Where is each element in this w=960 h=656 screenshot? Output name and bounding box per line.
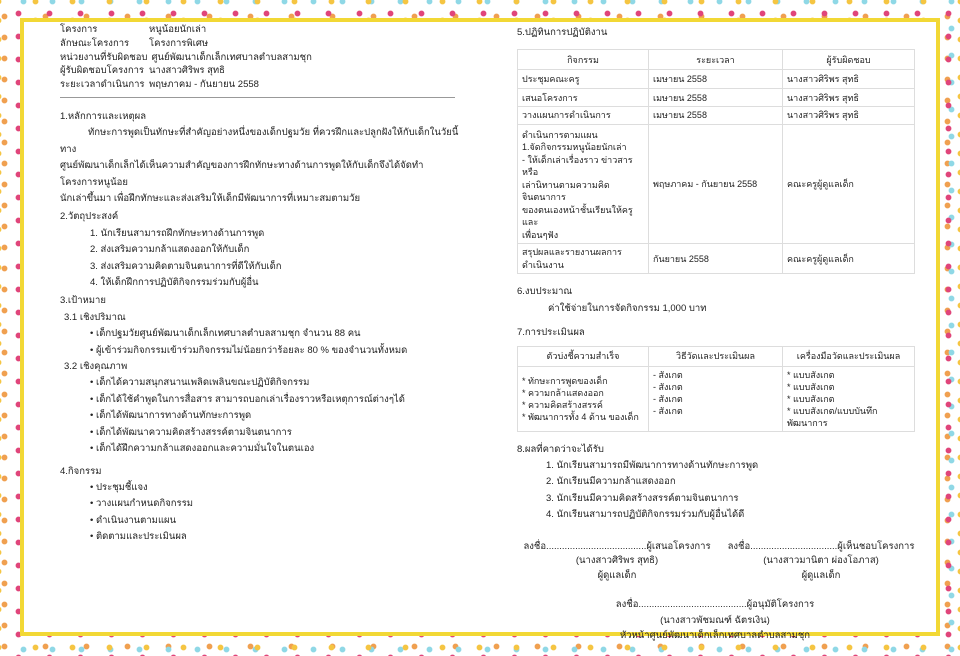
header-label: หน่วยงานที่รับผิดชอบ	[60, 51, 148, 63]
cell: * แบบสังเกต * แบบสังเกต * แบบสังเกต * แบบสังเกต/แบบบันทึกพัฒนาการ	[783, 366, 915, 431]
list-item: • วางแผนกำหนดกิจกรรม	[90, 498, 194, 510]
signature-row	[517, 540, 917, 584]
header-row	[60, 64, 460, 78]
right-column	[517, 25, 917, 644]
signer-name: (นางสาวมานิตา ผ่องโอภาส)	[763, 555, 879, 567]
header-value: นางสาวศิริพร สุทธิ	[149, 65, 225, 77]
table-row	[518, 107, 915, 125]
header-row	[60, 78, 460, 92]
cell: เมษายน 2558	[649, 107, 783, 125]
section-title: 3.เป้าหมาย	[60, 295, 106, 307]
section-title: 5.ปฏิทินการปฏิบัติงาน	[517, 27, 608, 38]
cell: วางแผนการดำเนินการ	[518, 107, 649, 125]
list-item: • ดำเนินงานตามแผน	[90, 514, 177, 526]
signature-block-proposer	[521, 540, 713, 584]
paragraph-line: ทักษะการพูดเป็นทักษะที่สำคัญอย่างหนึ่งของเด็กปฐมวัย ที่ควรฝึกและปลูกฝังให้กับเด็กในวัยนี้ ทาง	[60, 127, 459, 155]
cell: เมษายน 2558	[649, 89, 783, 107]
schedule-table	[517, 49, 915, 274]
cell: ดำเนินการตามแผน 1.จัดกิจกรรมหนูน้อยนักเล่า - ให้เด็กเล่าเรื่องราว ข่าวสาร หรือ เล่านิทานตามความคิดจินตนาการ ของตนเองหน้าชั้นเรียนให้ครูและ เพื่อนๆฟัง	[518, 124, 649, 244]
column-header: ระยะเวลา	[649, 50, 783, 70]
header-label: ผู้รับผิดชอบโครงการ	[60, 65, 145, 77]
header-value: ศูนย์พัฒนาเด็กเล็กเทศบาลตำบลสามชุก	[151, 51, 312, 63]
table-row	[518, 244, 915, 274]
list-item: • เด็กได้ความสนุกสนานเพลิดเพลินขณะปฏิบัติกิจกรรม	[90, 377, 310, 389]
list-item: • เด็กได้ฝึกความกล้าแสดงออกและความมั่นใจในตนเอง	[90, 443, 315, 455]
list-item: 3. นักเรียนมีความคิดสร้างสรรค์ตามจินตนาการ	[546, 492, 739, 504]
subsection-title: 3.1 เชิงปริมาณ	[64, 311, 126, 323]
list-item: 4. นักเรียนสามารถปฏิบัติกิจกรรมร่วมกับผู้อื่นได้ดี	[546, 509, 745, 521]
header-label: ลักษณะโครงการ	[60, 37, 130, 49]
cell: นางสาวศิริพร สุทธิ	[783, 70, 915, 89]
cell: - สังเกต - สังเกต - สังเกต - สังเกต	[649, 366, 783, 431]
list-item: 2. นักเรียนมีความกล้าแสดงออก	[546, 476, 676, 488]
table-row	[518, 366, 915, 431]
column-header: วิธีวัดและประเมินผล	[649, 346, 783, 366]
list-item: • เด็กได้พัฒนาความคิดสร้างสรรค์ตามจินตนาการ	[90, 426, 292, 438]
column-header: เครื่องมือวัดและประเมินผล	[783, 346, 915, 366]
table-row	[518, 89, 915, 107]
header-value: โครงการพิเศษ	[149, 37, 209, 49]
signature-line: ลงชื่อ.................................ผู้เห็นชอบโครงการ	[727, 540, 915, 552]
signature-line: ลงชื่อ......................................ผู้เสนอโครงการ	[523, 540, 711, 552]
list-item: • ผู้เข้าร่วมกิจกรรมเข้าร่วมกิจกรรมไม่น้อยกว่าร้อยละ 80 % ของจำนวนทั้งหมด	[90, 344, 408, 356]
cell: นางสาวศิริพร สุทธิ	[783, 89, 915, 107]
cell: คณะครูผู้ดูแลเด็ก	[783, 244, 915, 274]
list-item: • เด็กปฐมวัยศูนย์พัฒนาเด็กเล็กเทศบาลตำบลสามชุก จำนวน 88 คน	[90, 328, 361, 340]
column-header: ตัวบ่งชี้ความสำเร็จ	[518, 346, 649, 366]
section-title: 2.วัตถุประสงค์	[60, 211, 119, 223]
signer-role: หัวหน้าศูนย์พัฒนาเด็กเล็กเทศบาลตำบลสามชุก	[619, 630, 811, 642]
signature-block-authorizer	[595, 597, 835, 644]
list-item: 3. ส่งเสริมความคิดตามจินตนาการที่ดีให้กับเด็ก	[90, 260, 282, 272]
cell: * ทักษะการพูดของเด็ก * ความกล้าแสดงออก * ความคิดสร้างสรรค์ * พัฒนาการทั้ง 4 ด้าน ของเด็ก	[518, 366, 649, 431]
signer-role: ผู้ดูแลเด็ก	[801, 569, 841, 581]
list-item: • ติดตามและประเมินผล	[90, 531, 187, 543]
section-title: 8.ผลที่คาดว่าจะได้รับ	[517, 443, 604, 455]
budget-text: ค่าใช้จ่ายในการจัดกิจกรรม 1,000 บาท	[548, 302, 707, 314]
cell: กันยายน 2558	[649, 244, 783, 274]
signer-name: (นางสาวพัชมณฑ์ ฉัตรเงิน)	[660, 614, 770, 626]
header-label: โครงการ	[60, 24, 98, 35]
paragraph-line: ศูนย์พัฒนาเด็กเล็กได้เห็นความสำคัญของการฝึกทักษะทางด้านการพูดให้กับเด็กจึงได้จัดทำ โครงการหนูน้อย	[60, 160, 424, 188]
left-column	[60, 23, 460, 546]
divider	[60, 97, 455, 98]
evaluation-table	[517, 346, 915, 432]
subsection-title: 3.2 เชิงคุณภาพ	[64, 361, 128, 373]
section-title: 1.หลักการและเหตุผล	[60, 110, 147, 122]
cell: ประชุมคณะครู	[518, 70, 649, 89]
list-item: 2. ส่งเสริมความกล้าแสดงออกให้กับเด็ก	[90, 244, 250, 256]
section-title: 6.งบประมาณ	[517, 286, 573, 298]
signature-block-approver	[725, 540, 917, 584]
list-item: • เด็กได้พัฒนาการทางด้านทักษะการพูด	[90, 410, 252, 422]
header-value: หนูน้อยนักเล่า	[149, 24, 207, 35]
section-title: 7.การประเมินผล	[517, 327, 585, 339]
table-row	[518, 124, 915, 244]
header-label: ระยะเวลาดำเนินการ	[60, 79, 145, 91]
signer-name: (นางสาวศิริพร สุทธิ)	[575, 555, 659, 567]
header-value: พฤษภาคม - กันยายน 2558	[149, 79, 259, 91]
list-item: 1. นักเรียนสามารถมีพัฒนาการทางด้านทักษะการพูด	[546, 460, 759, 472]
cell: เสนอโครงการ	[518, 89, 649, 107]
header-row	[60, 23, 460, 37]
table-row	[518, 70, 915, 89]
list-item: 4. ให้เด็กฝึกการปฏิบัติกิจกรรมร่วมกับผู้อื่น	[90, 277, 259, 289]
header-row	[60, 37, 460, 51]
header-row	[60, 51, 460, 65]
paragraph-line: นักเล่าขึ้นมา เพื่อฝึกทักษะและส่งเสริมให้เด็กมีพัฒนาการที่เหมาะสมตามวัย	[60, 193, 361, 205]
cell: สรุปผลและรายงานผลการดำเนินงาน	[518, 244, 649, 274]
list-item: 1. นักเรียนสามารถฝึกทักษะทางด้านการพูด	[90, 227, 265, 239]
cell: คณะครูผู้ดูแลเด็ก	[783, 124, 915, 244]
column-header: ผู้รับผิดชอบ	[783, 50, 915, 70]
signature-line: ลงชื่อ.........................................ผู้อนุมัติโครงการ	[615, 599, 815, 611]
cell: เมษายน 2558	[649, 70, 783, 89]
signer-role: ผู้ดูแลเด็ก	[597, 569, 637, 581]
section-title: 4.กิจกรรม	[60, 465, 102, 477]
list-item: • เด็กได้ใช้คำพูดในการสื่อสาร สามารถบอกเล่าเรื่องราวหรือเหตุการณ์ต่างๆได้	[90, 393, 405, 405]
column-header: กิจกรรม	[518, 50, 649, 70]
list-item: • ประชุมชี้แจง	[90, 481, 148, 493]
cell: นางสาวศิริพร สุทธิ	[783, 107, 915, 125]
cell: พฤษภาคม - กันยายน 2558	[649, 124, 783, 244]
